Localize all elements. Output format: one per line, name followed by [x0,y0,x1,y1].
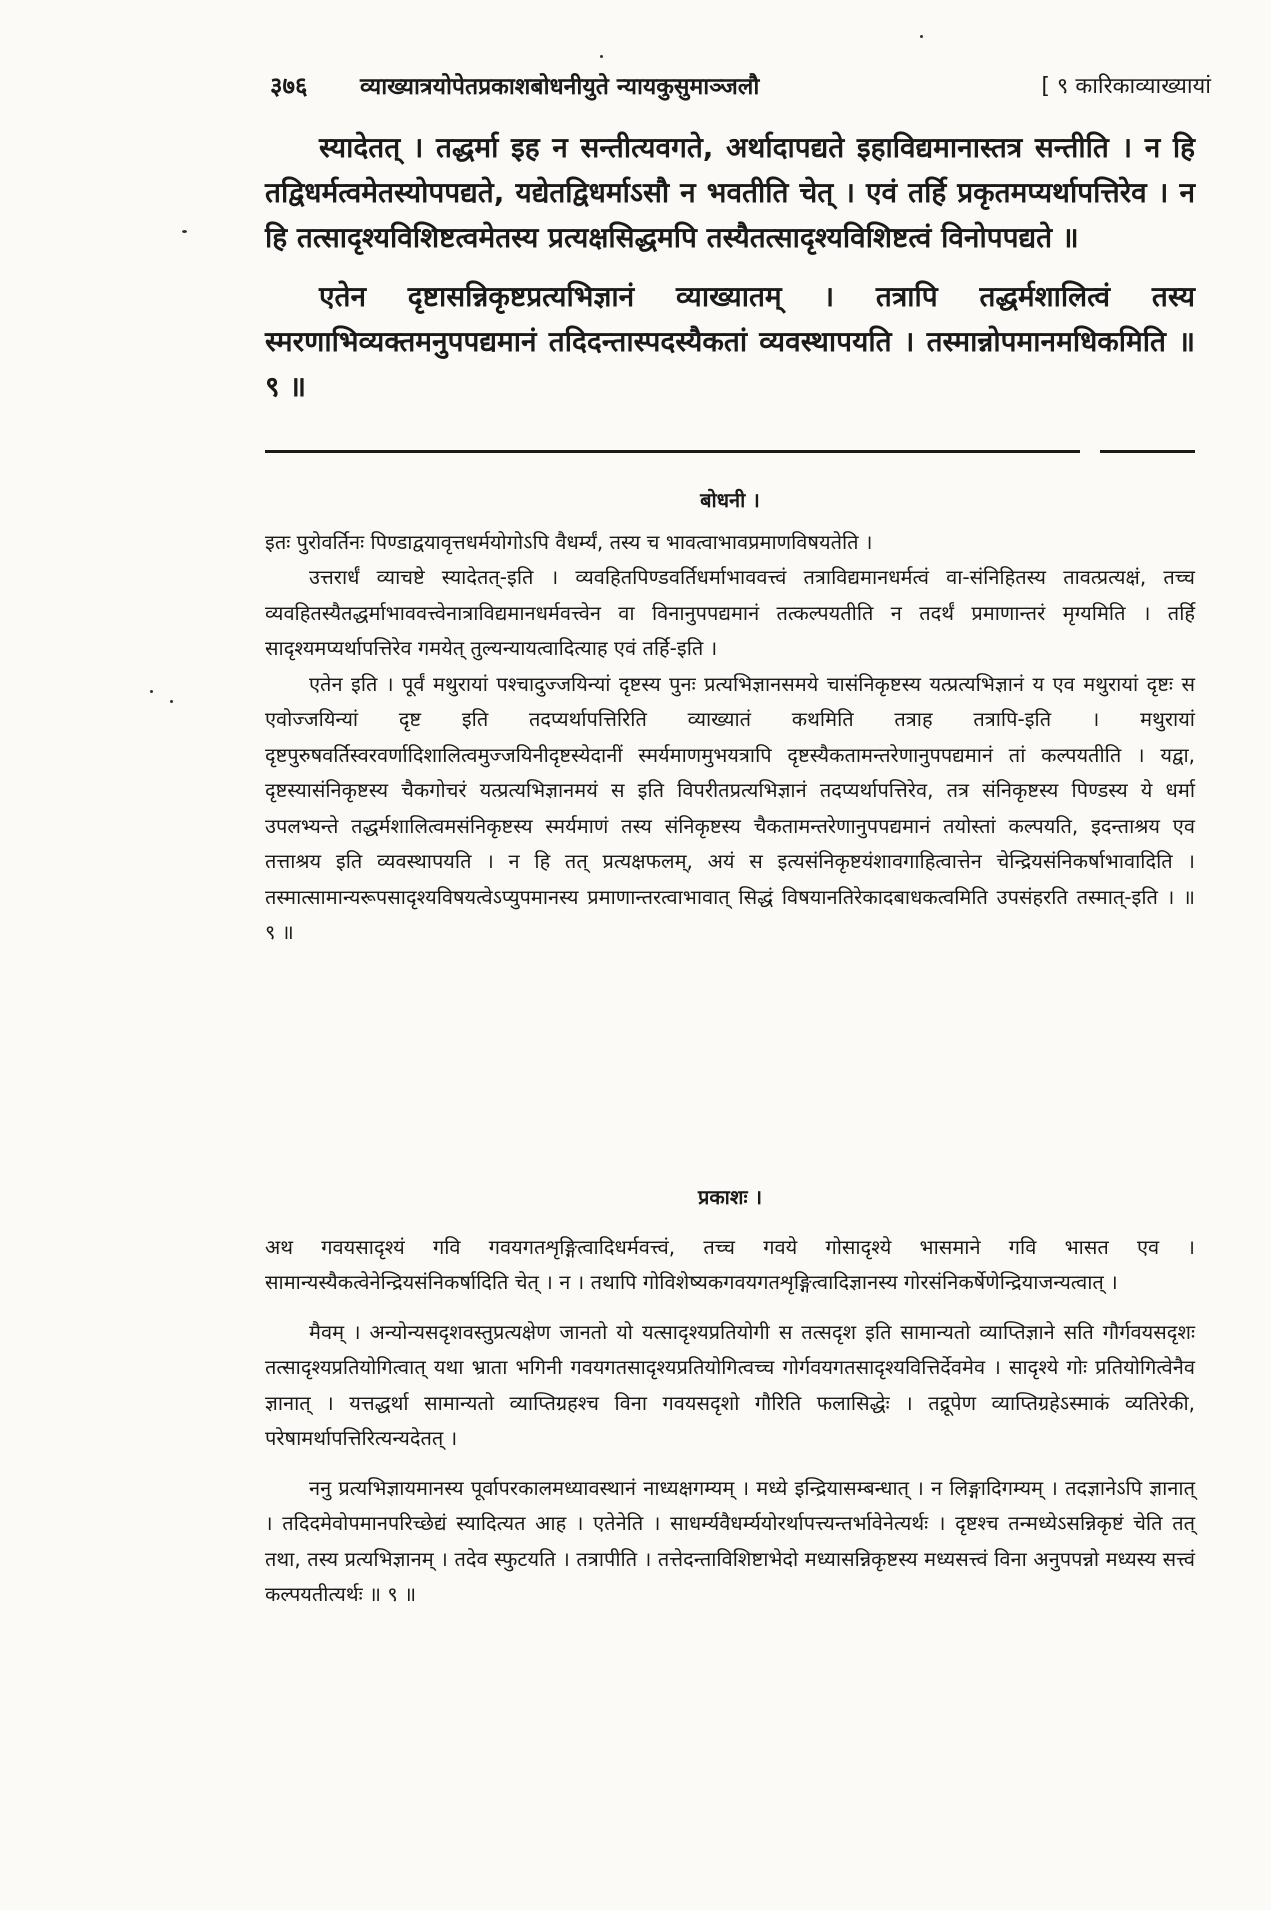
bodhani-title: बोधनी । [700,488,760,512]
bodhani-commentary [265,483,1195,951]
prakasha-title: प्रकाशः । [697,1185,763,1209]
scan-speck [600,55,603,58]
commentary-paragraph: उत्तरार्धं व्याचष्टे स्यादेतत्-इति । व्यवहितपिण्डवर्तिधर्माभाववत्त्वं तत्राविद्यमानधर्मत्वं वा-संनिहितस्य तावत्प्रत्यक्षं, तच्च व्यवहितस्यैतद्धर्माभाववत्त्वेनात्राविद्यमानधर्मवत्त्वेन वा विनानुपपद्यमानं तत्कल्पयतीति न तदर्थं प्रमाणान्तरं मृग्यमिति । तर्हि सादृश्यमप्यर्थापत्तिरेव गमयेत् तुल्यन्यायत्वादित्याह एवं तर्हि-इति । [265,565,1195,660]
root-text-paragraph: एतेन दृष्टासन्निकृष्टप्रत्यभिज्ञानं व्याख्यातम् । तत्रापि तद्धर्मशालित्वं तस्य स्मरणाभिव्यक्तमनुपपद्यमानं तदिदन्तास्पदस्यैकतां व्यवस्थापयति । तस्मान्नोपमानमधिकमिति ॥ ९ ॥ [265,280,1195,403]
running-title: व्याख्यात्रयोपेतप्रकाशबोधनीयुते न्यायकुसुमाञ्जलौ [360,74,760,100]
page-header [270,60,1211,110]
commentary-paragraph: अथ गवयसादृश्यं गवि गवयगतशृङ्गित्वादिधर्मवत्त्वं, तच्च गवये गोसादृश्ये भासमाने गवि भासत एव । सामान्यस्यैकत्वेनेन्द्रियसंनिकर्षादिति चेत् । न । तथापि गोविशेष्यकगवयगतशृङ्गित्वादिज्ञानस्य गोरसंनिकर्षेणेन्द्रियाजन्यत्वात् । [265,1234,1195,1294]
scan-speck [920,35,923,38]
root-text [265,125,1195,423]
commentary-paragraph: मैवम् । अन्योन्यसदृशवस्तुप्रत्यक्षेण जानतो यो यत्सादृश्यप्रतियोगी स तत्सदृश इति सामान्यतो व्याप्तिज्ञाने सति गौर्गवयसदृशः तत्सादृश्यप्रतियोगित्वात् यथा भ्राता भगिनी गवयगतसादृश्यप्रतियोगित्वच्च गोर्गवयगतसादृश्यवित्तिर्देवमेव । सादृश्ये गोः प्रतियोगित्वेनैव ज्ञानात् । यत्तद्धर्था सामान्यतो व्याप्तिग्रहश्च विना गवयसदृशो गौरिति फलासिद्धेः । तद्रूपेण व्याप्तिग्रहेऽस्माकं व्यतिरेकी, परेषामर्थापत्तिरित्यन्यदेतत् । [265,1319,1195,1450]
scan-speck [170,700,173,703]
section-marker: [ ९ कारिकाव्याख्यायां [1041,74,1211,99]
scan-speck [182,230,187,233]
separator-rule [265,450,1195,453]
commentary-paragraph: एतेन इति । पूर्वं मथुरायां पश्चादुज्जयिन्यां दृष्टस्य पुनः प्रत्यभिज्ञानसमये चासंनिकृष्टस्य यत्प्रत्यभिज्ञानं य एव मथुरायां दृष्टः स एवोज्जयिन्यां दृष्ट इति तदप्यर्थापत्तिरिति व्याख्यातं कथमिति तत्राह तत्रापि-इति । मथुरायां दृष्टपुरुषवर्तिस्वरवर्णादिशालित्वमुज्जयिनीदृष्टस्येदानीं स्मर्यमाणमुभयत्रापि दृष्टस्यैकतामन्तरेणानुपपद्यमानं तां कल्पयतीति । यद्वा, दृष्टस्यासंनिकृष्टस्य चैकगोचरं यत्प्रत्यभिज्ञानमयं स इति विपरीतप्रत्यभिज्ञानं तदप्यर्थापत्तिरेव, तत्र संनिकृष्टस्य पिण्डस्य ये धर्मा उपलभ्यन्ते तद्धर्मशालित्वमसंनिकृष्टस्य स्मर्यमाणं तस्य संनिकृष्टस्य चैकतामन्तरेणानुपपद्यमानं तयोस्तां कल्पयति, इदन्ताश्रय एव तत्ताश्रय इति व्यवस्थापयति । न हि तत् प्रत्यक्षफलम्, अयं स इत्यसंनिकृष्टयंशावगाहित्वात्तेन चेन्द्रियसंनिकर्षाभावादिति । तस्मात्सामान्यरूपसादृश्यविषयत्वेऽप्युपमानस्य प्रमाणान्तरत्वाभावात् सिद्धं विषयानतिरेकादबाधकत्वमिति उपसंहरति तस्मात्-इति । ॥ ९ ॥ [265,671,1195,944]
commentary-paragraph: इतः पुरोवर्तिनः पिण्डाद्वयावृत्तधर्मयोगोऽपि वैधर्म्यं, तस्य च भावत्वाभावप्रमाणविषयतेति । [265,529,873,554]
commentary-paragraph: ननु प्रत्यभिज्ञायमानस्य पूर्वापरकालमध्यावस्थानं नाध्यक्षगम्यम् । मध्ये इन्द्रियासम्बन्धात् । न लिङ्गादिगम्यम् । तदज्ञानेऽपि ज्ञानात् । तदिदमेवोपमानपरिच्छेद्यं स्यादित्यत आह । एतेनेति । साधर्म्यवैधर्म्ययोरर्थापत्त्यन्तर्भावेनेत्यर्थः । दृष्टश्च तन्मध्येऽसन्निकृष्टं चेति तत् तथा, तस्य प्रत्यभिज्ञानम् । तदेव स्फुटयति । तत्रापीति । तत्तेदन्ताविशिष्टाभेदो मध्यासन्निकृष्टस्य मध्यसत्त्वं विना अनुपपन्नो मध्यस्य सत्त्वं कल्पयतीत्यर्थः ॥ ९ ॥ [265,1475,1195,1606]
scan-speck [150,690,153,693]
root-text-paragraph: स्यादेतत् । तद्धर्मा इह न सन्तीत्यवगते, अर्थादापद्यते इहाविद्यमानास्तत्र सन्तीति । न हि तद्विधर्मत्वमेतस्योपपद्यते, यद्येतद्विधर्माऽसौ न भवतीति चेत् । एवं तर्हि प्रकृतमप्यर्थापत्तिरेव । न हि तत्सादृश्यविशिष्टत्वमेतस्य प्रत्यक्षसिद्धमपि तस्यैतत्सादृश्यविशिष्टत्वं विनोपपद्यते ॥ [265,131,1195,254]
page-number: ३७६ [270,71,308,100]
prakasha-commentary [265,1180,1195,1627]
